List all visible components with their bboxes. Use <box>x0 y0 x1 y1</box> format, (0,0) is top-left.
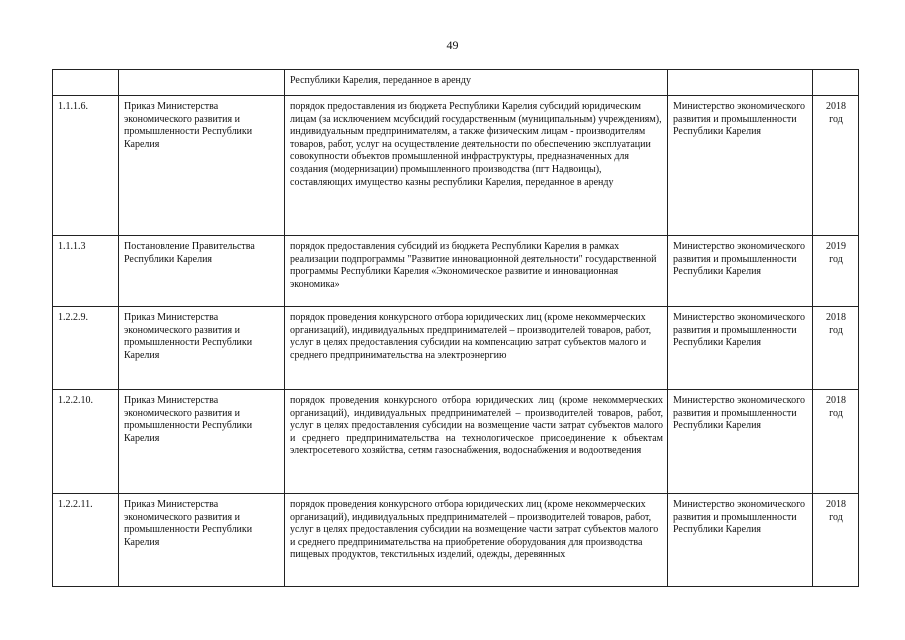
table-row <box>53 494 859 587</box>
cell-year <box>813 236 859 307</box>
cell-description: Республики Карелия, переданное в аренду <box>285 70 668 96</box>
cell-document: Приказ Министерства экономического развития и промышленности Республики Карелия <box>119 96 285 236</box>
cell-description: порядок проведения конкурсного отбора юридических лиц (кроме некоммерческих организаций), индивидуальных предпринимателей – производителей товаров, работ, услуг в целях предоставления субсидии на возмещение части затрат субъектов малого и среднего предпринимательства на приобретение оборудования для производства пищевых продуктов, текстильных изделий, одежды, деревянных <box>285 494 668 587</box>
cell-year <box>813 494 859 587</box>
cell-description: порядок проведения конкурсного отбора юридических лиц (кроме некоммерческих организаций), индивидуальных предпринимателей – производителей товаров, работ, услуг в целях предоставления субсидии на компенсацию затрат субъектов малого и среднего предпринимательства на электроэнергию <box>285 307 668 390</box>
cell-year <box>813 390 859 494</box>
cell-year <box>813 307 859 390</box>
year-value: 2018 <box>826 312 846 323</box>
cell-document: Приказ Министерства экономического развития и промышленности Республики Карелия <box>119 390 285 494</box>
cell-organization: Министерство экономического развития и промышленности Республики Карелия <box>668 236 813 307</box>
cell-description: порядок проведения конкурсного отбора юридических лиц (кроме некоммерческих организаций), индивидуальных предпринимателей – производителей товаров, работ, услуг в целях предоставления субсидии на возмещение части затрат субъектов малого и среднего предпринимательства на технологическое присоединение к объектам электросетевого хозяйства, сетям газоснабжения, водоснабжения и водоотведения <box>285 390 668 494</box>
year-value: 2019 <box>826 241 846 252</box>
document-table <box>52 69 859 587</box>
cell-organization: Министерство экономического развития и промышленности Республики Карелия <box>668 307 813 390</box>
year-value: 2018 <box>826 499 846 510</box>
year-unit: год <box>829 511 843 523</box>
table-row <box>53 236 859 307</box>
cell-number: 1.2.2.11. <box>53 494 119 587</box>
year-value: 2018 <box>826 395 846 406</box>
cell-organization <box>668 70 813 96</box>
year-value: 2018 <box>826 101 846 112</box>
cell-number <box>53 70 119 96</box>
year-unit: год <box>829 407 843 419</box>
table-row <box>53 307 859 390</box>
cell-number: 1.1.1.6. <box>53 96 119 236</box>
table-row <box>53 70 859 96</box>
cell-document: Приказ Министерства экономического развития и промышленности Республики Карелия <box>119 307 285 390</box>
cell-organization: Министерство экономического развития и промышленности Республики Карелия <box>668 390 813 494</box>
table-row <box>53 390 859 494</box>
cell-description: порядок предоставления субсидий из бюджета Республики Карелия в рамках реализации подпрограммы "Развитие инновационной деятельности" государственной программы Республики Карелия «Экономическое развитие и инновационная экономика» <box>285 236 668 307</box>
cell-description: порядок предоставления из бюджета Республики Карелия субсидий юридическим лицам (за исключением мсубсидий государственным (муниципальным) учреждениям), индивидуальным предпринимателям, а также физическим лицам - производителям товаров, работ, услуг на осуществление деятельности по обеспечению эксплуатации совокупности объектов промышленной инфраструктуры, предназначенных для создания (модернизации) промышленного производства (пгт Надвоицы), составляющих имущество казны республики Карелия, переданное в аренду <box>285 96 668 236</box>
cell-number: 1.2.2.10. <box>53 390 119 494</box>
cell-organization: Министерство экономического развития и промышленности Республики Карелия <box>668 494 813 587</box>
table-row <box>53 96 859 236</box>
cell-number: 1.2.2.9. <box>53 307 119 390</box>
cell-document: Приказ Министерства экономического развития и промышленности Республики Карелия <box>119 494 285 587</box>
cell-document <box>119 70 285 96</box>
cell-document: Постановление Правительства Республики Карелия <box>119 236 285 307</box>
page-number: 49 <box>446 38 459 52</box>
cell-number: 1.1.1.3 <box>53 236 119 307</box>
cell-organization: Министерство экономического развития и промышленности Республики Карелия <box>668 96 813 236</box>
cell-year <box>813 70 859 96</box>
year-unit: год <box>829 113 843 125</box>
year-unit: год <box>829 324 843 336</box>
cell-year <box>813 96 859 236</box>
year-unit: год <box>829 253 843 265</box>
